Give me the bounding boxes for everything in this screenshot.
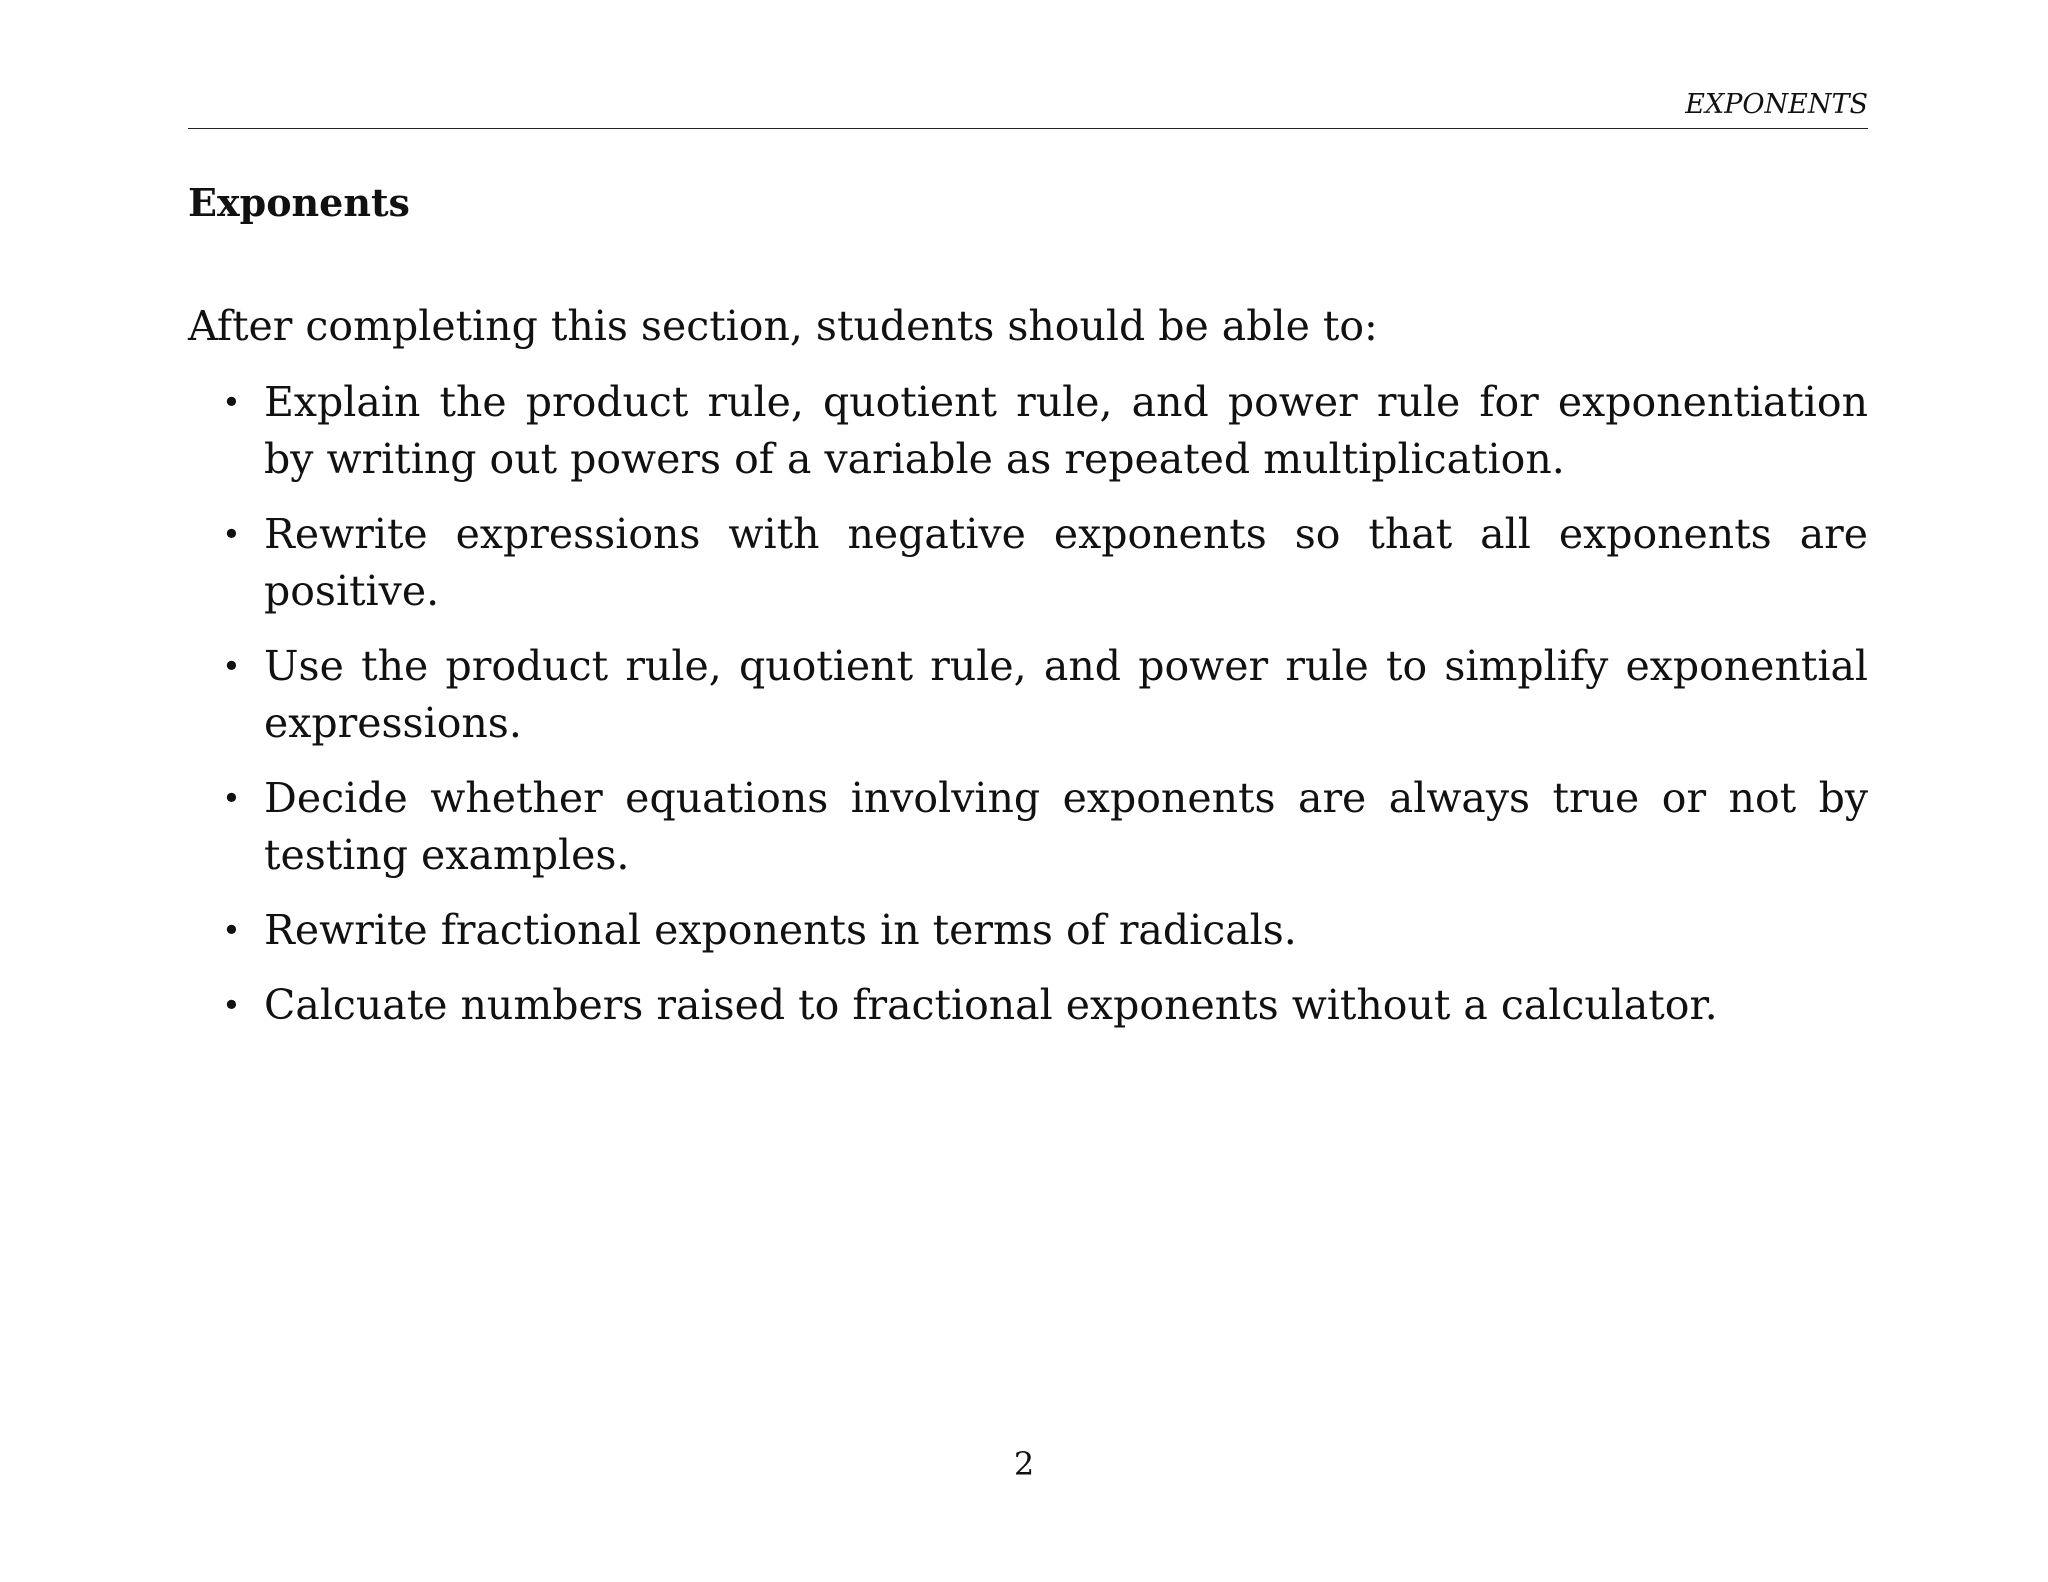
bullet-icon: • — [222, 647, 241, 685]
bullet-icon: • — [222, 911, 241, 949]
header-rule — [188, 128, 1868, 129]
intro-text: After completing this section, students should be able to: — [188, 302, 1378, 350]
objectives-list — [188, 374, 1868, 1052]
objective-item — [188, 770, 1868, 884]
objective-text: Calcuate numbers raised to fractional exponents without a calculator. — [264, 981, 1718, 1029]
objective-text: Explain the product rule, quotient rule, and power rule for exponentiation by writing out powers of a variable as repeated multiplication. — [264, 378, 1868, 483]
objective-item — [188, 506, 1868, 620]
objective-text: Use the product rule, quotient rule, and power rule to simplify exponential expressions. — [264, 642, 1868, 747]
objective-item — [188, 374, 1868, 488]
running-header: EXPONENTS — [1685, 89, 1868, 120]
objective-text: Decide whether equations involving exponents are always true or not by testing examples. — [264, 774, 1868, 879]
section-title: Exponents — [188, 180, 410, 225]
objective-item — [188, 977, 1868, 1034]
objective-text: Rewrite fractional exponents in terms of radicals. — [264, 906, 1297, 954]
objective-item — [188, 902, 1868, 959]
bullet-icon: • — [222, 515, 241, 553]
objective-text: Rewrite expressions with negative exponents so that all exponents are positive. — [264, 510, 1868, 615]
bullet-icon: • — [222, 383, 241, 421]
bullet-icon: • — [222, 986, 241, 1024]
page-number: 2 — [1013, 1445, 1035, 1483]
bullet-icon: • — [222, 779, 241, 817]
objective-item — [188, 638, 1868, 752]
